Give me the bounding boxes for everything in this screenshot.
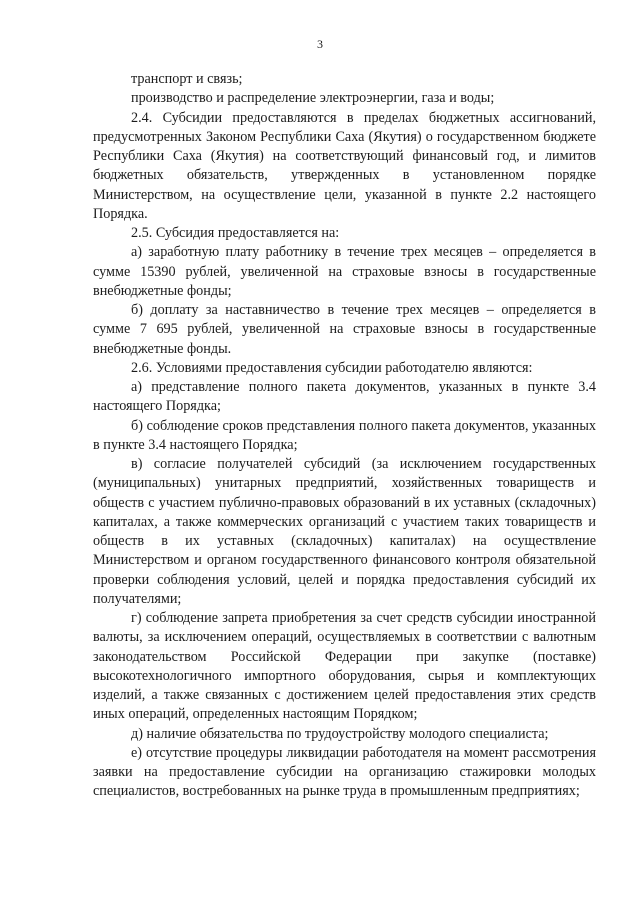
paragraph-2-6-d: д) наличие обязательства по трудоустройству молодого специалиста; bbox=[131, 725, 549, 742]
paragraph-2-6: 2.6. Условиями предоставления субсидии работодателю являются: bbox=[131, 359, 533, 376]
paragraph-2-6-a: а) представление полного пакета документов, указанных в пункте 3.4 настоящего Порядка; bbox=[93, 379, 596, 415]
paragraph-2-5: 2.5. Субсидия предоставляется на: bbox=[131, 225, 340, 241]
document-body bbox=[93, 70, 596, 802]
paragraph-2-4: 2.4. Субсидии предоставляются в пределах бюджетных ассигнований, предусмотренных Законом Республики Саха (Якутия) о государственном бюджете Республики Саха (Якутия) на соответствующий финансовый год, и лимитов бюджетных обязательств, утвержденных в установленном порядке Министерством, на осуществление цели, указанной в пункте 2.2 настоящего Порядка. bbox=[93, 109, 596, 222]
paragraph-2-6-b: б) соблюдение сроков представления полного пакета документов, указанных в пункте 3.4 настоящего Порядка; bbox=[93, 417, 596, 453]
list-item-energy: производство и распределение электроэнергии, газа и воды; bbox=[131, 90, 495, 107]
page-number: 3 bbox=[317, 37, 323, 51]
paragraph-2-6-v: в) согласие получателей субсидий (за исключением государственных (муниципальных) унитарных предприятий, хозяйственных товариществ и обществ с участием публично-правовых образований в их уставных (складочных) капиталах, а также коммерческих организаций с участием таких товариществ и обществ в их уставных (складочных) капиталах) на осуществление Министерством и органом государственного финансового контроля обязательной проверки соблюдения условий, целей и порядка предоставления субсидий их получателями; bbox=[93, 456, 596, 607]
paragraph-2-5-a: а) заработную плату работнику в течение трех месяцев – определяется в сумме 15390 рублей, увеличенной на страховые взносы в государственные внебюджетные фонды; bbox=[93, 244, 596, 299]
paragraph-2-5-b: б) доплату за наставничество в течение трех месяцев – определяется в сумме 7 695 рублей, увеличенной на страховые взносы в государственные внебюджетные фонды. bbox=[93, 302, 596, 357]
paragraph-2-6-e: е) отсутствие процедуры ликвидации работодателя на момент рассмотрения заявки на предоставление субсидии на организацию стажировки молодых специалистов, востребованных на рынке труда в промышленным предприятиях; bbox=[93, 744, 596, 800]
list-item-transport: транспорт и связь; bbox=[131, 71, 243, 87]
paragraph-2-6-g: г) соблюдение запрета приобретения за счет средств субсидии иностранной валюты, за исключением операций, осуществляемых в соответствии с валютным законодательством Российской Федерации при закупке (поставке) высокотехнологичного импортного оборудования, сырья и комплектующих изделий, а также связанных с достижением целей предоставления этих средств иных операций, определенных настоящим Порядком; bbox=[93, 610, 596, 723]
